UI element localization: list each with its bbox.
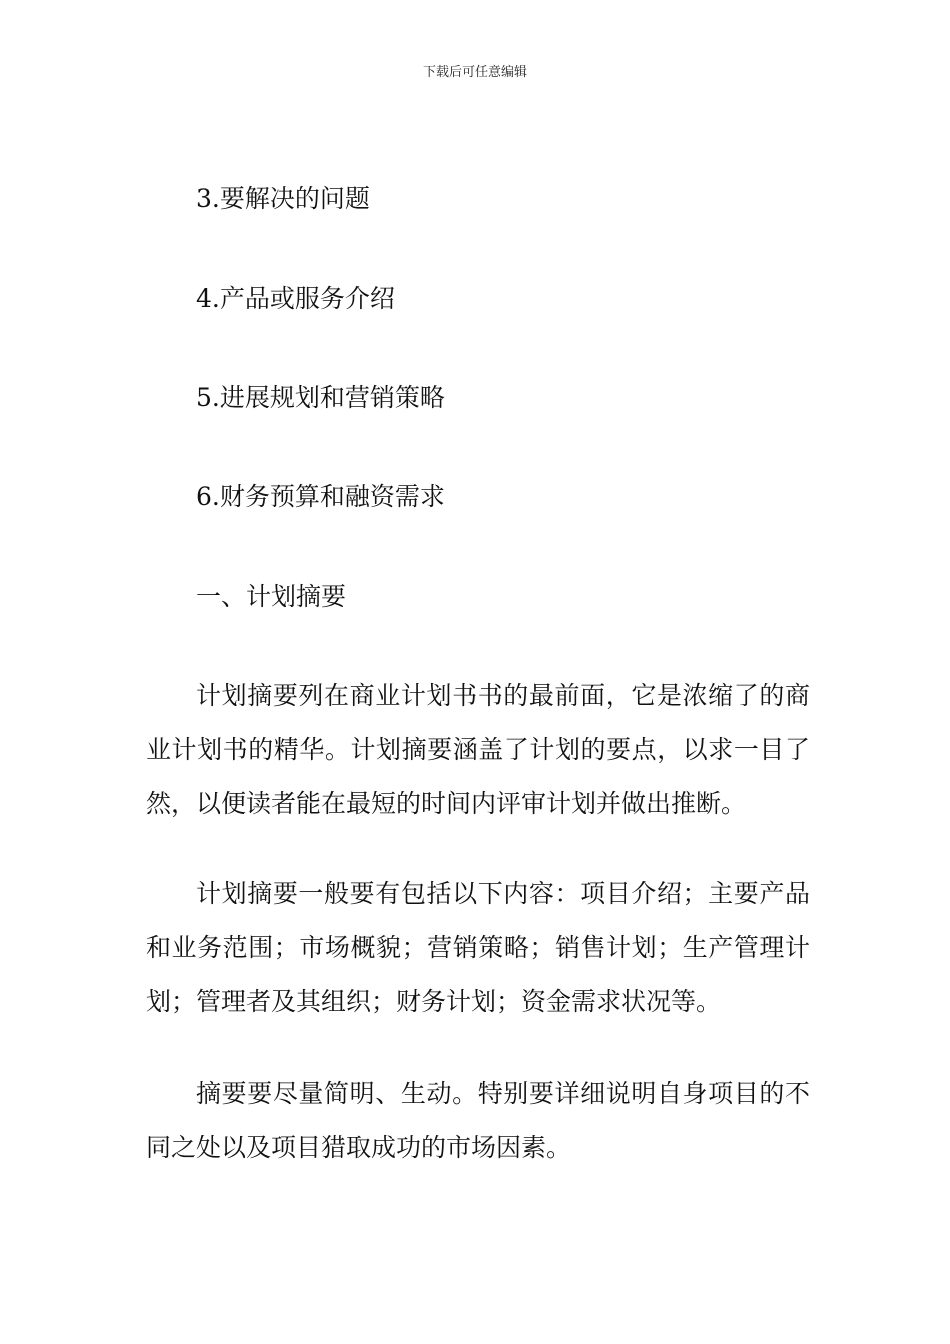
list-item-4: 4.产品或服务介绍: [196, 284, 395, 313]
list-item-3: 3.要解决的问题: [196, 184, 370, 213]
section-heading: 一、计划摘要: [196, 582, 347, 611]
list-item-5: 5.进展规划和营销策略: [196, 383, 445, 412]
paragraph-summary-style: 摘要要尽量简明、生动。特别要详细说明自身项目的不同之处以及项目猎取成功的市场因素。: [146, 1079, 810, 1162]
page-header: 下载后可任意编辑: [422, 65, 527, 80]
paragraph-summary-intro: 计划摘要列在商业计划书书的最前面，它是浓缩了的商业计划书的精华。计划摘要涵盖了计划的要点，以求一目了然，以便读者能在最短的时间内评审计划并做出推断。: [146, 681, 810, 818]
list-item-6: 6.财务预算和融资需求: [196, 482, 445, 511]
paragraph-summary-contents: 计划摘要一般要有包括以下内容：项目介绍；主要产品和业务范围；市场概貌；营销策略；销售计划；生产管理计划；管理者及其组织；财务计划；资金需求状况等。: [146, 879, 810, 1016]
